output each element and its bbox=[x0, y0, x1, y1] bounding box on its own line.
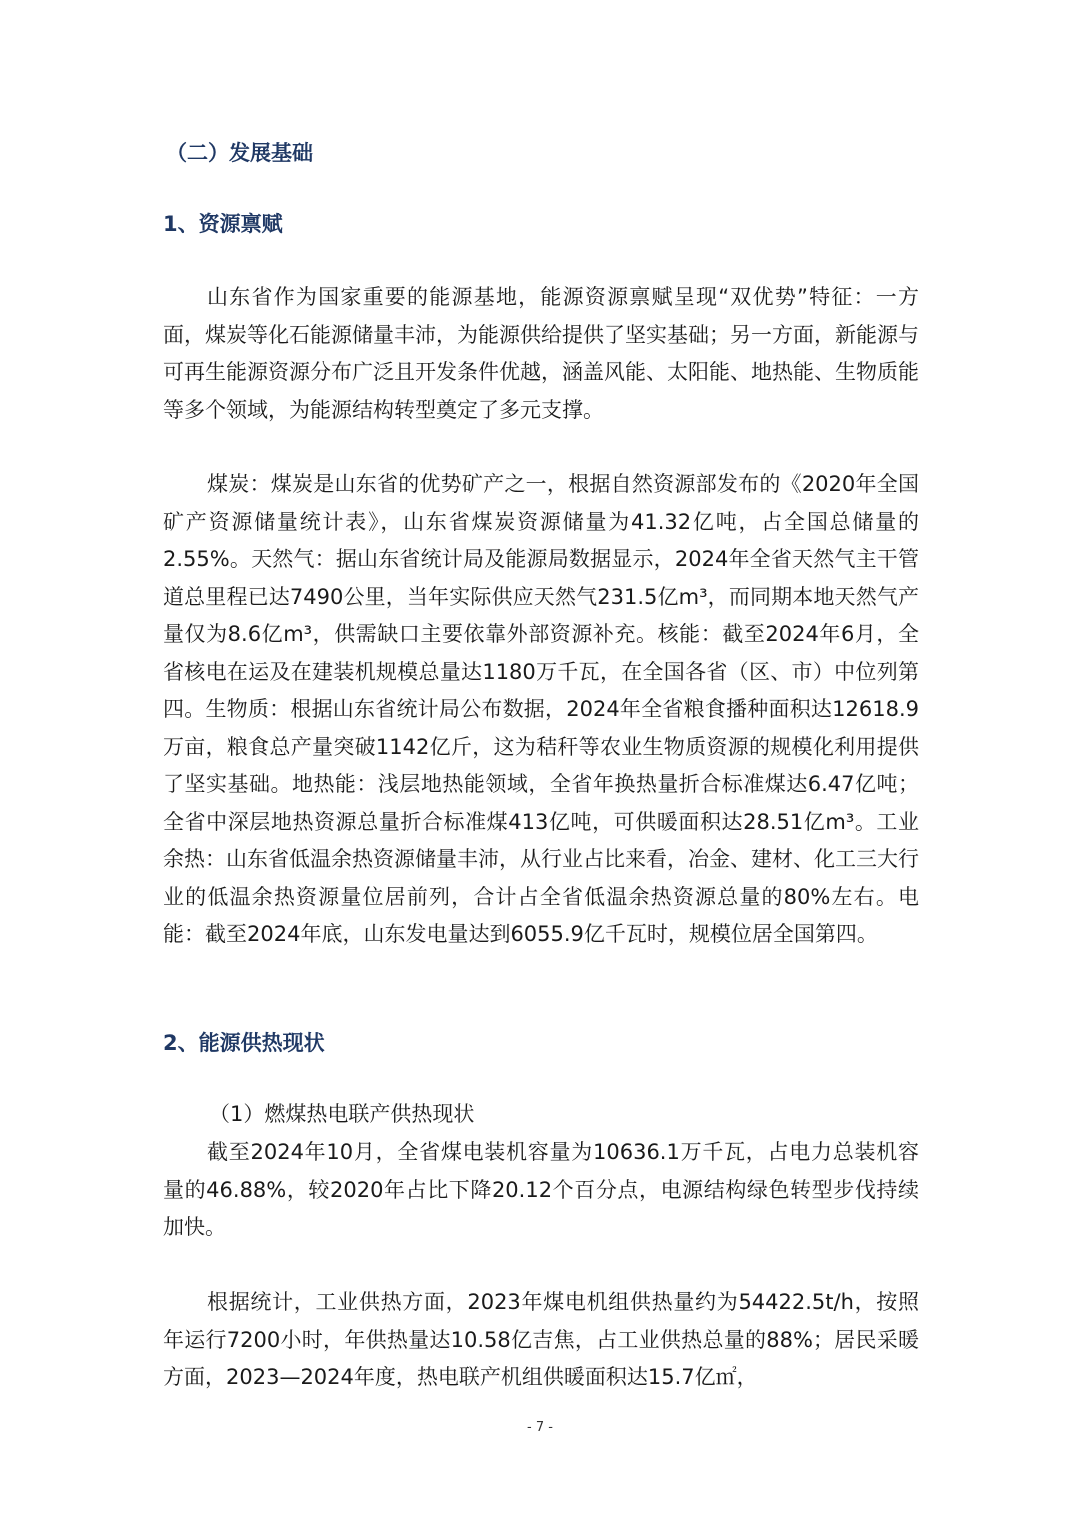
section-title: （二）发展基础 bbox=[166, 141, 313, 165]
paragraph-coal-capacity: 截至2024年10月，全省煤电装机容量为10636.1万千瓦，占电力总装机容量的46.88%，较2020年占比下降20.12个百分点，电源结构绿色转型步伐持续加快。 bbox=[163, 1140, 919, 1239]
page-number: - 7 - bbox=[527, 1420, 553, 1435]
subheading-coal-chp: （1）燃煤热电联产供热现状 bbox=[209, 1102, 475, 1126]
heading-resources: 1、资源禀赋 bbox=[163, 212, 283, 236]
paragraph-resources-intro: 山东省作为国家重要的能源基地，能源资源禀赋呈现“双优势”特征：一方面，煤炭等化石能源储量丰沛，为能源供给提供了坚实基础；另一方面，新能源与可再生能源资源分布广泛且开发条件优越，涵盖风能、太阳能、地热能、生物质能等多个领域，为能源结构转型奠定了多元支撑。 bbox=[163, 285, 919, 422]
heading-heating-status: 2、能源供热现状 bbox=[163, 1031, 325, 1055]
paragraph-resources-detail: 煤炭：煤炭是山东省的优势矿产之一，根据自然资源部发布的《2020年全国矿产资源储量统计表》，山东省煤炭资源储量为41.32亿吨，占全国总储量的2.55%。天然气：据山东省统计局及能源局数据显示，2024年全省天然气主干管道总里程已达7490公里，当年实际供应天然气231.5亿m³，而同期本地天然气产量仅为8.6亿m³，供需缺口主要依靠外部资源补充。核能：截至2024年6月，全省核电在运及在建装机规模总量达1180万千瓦，在全国各省（区、市）中位列第四。生物质：根据山东省统计局公布数据，2024年全省粮食播种面积达12618.9万亩，粮食总产量突破1142亿斤，这为秸秆等农业生物质资源的规模化利用提供了坚实基础。地热能：浅层地热能领域，全省年换热量折合标准煤达6.47亿吨；全省中深层地热资源总量折合标准煤413亿吨，可供暖面积达28.51亿m³。工业余热：山东省低温余热资源储量丰沛，从行业占比来看，冶金、建材、化工三大行业的低温余热资源量位居前列，合计占全省低温余热资源总量的80%左右。电能：截至2024年底，山东发电量达到6055.9亿千瓦时，规模位居全国第四。 bbox=[163, 472, 919, 946]
paragraph-heating-statistics: 根据统计，工业供热方面，2023年煤电机组供热量约为54422.5t/h，按照年运行7200小时，年供热量达10.58亿吉焦，占工业供热总量的88%；居民采暖方面，2023—2024年度，热电联产机组供暖面积达15.7亿㎡， bbox=[163, 1290, 919, 1389]
